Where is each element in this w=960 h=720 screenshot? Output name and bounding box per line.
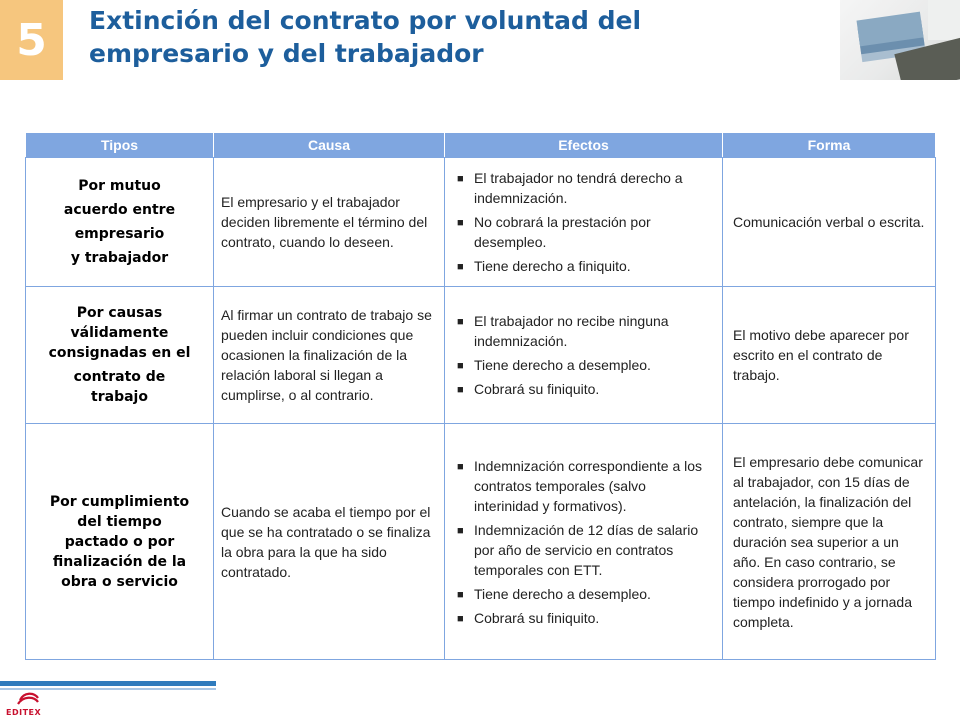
bullet-icon: ■ (457, 173, 464, 185)
tipo-cell (26, 424, 214, 660)
causa-cell: Al firmar un contrato de trabajo se pueden incluir condiciones que ocasionen la finalización de la relación laboral si llegan a cumplirse, o al contrario. (214, 287, 445, 424)
bullet-icon: ■ (457, 217, 464, 229)
efecto-item: ■ Cobrará su finiquito. (457, 379, 710, 399)
bullet-icon: ■ (457, 316, 464, 328)
efecto-item: ■ El trabajador no recibe ninguna indemnización. (457, 313, 669, 349)
tipo-cell (26, 287, 214, 424)
bullet-icon: ■ (457, 460, 464, 473)
efectos-cell (445, 158, 723, 287)
efecto-item: ■ Tiene derecho a desempleo. (457, 584, 710, 604)
page-title (89, 4, 829, 70)
efectos-cell (445, 424, 723, 660)
tipo-line: pactado o por (64, 533, 175, 550)
title-line-1: Extinción del contrato por voluntad del (89, 6, 642, 35)
sleeve-image (894, 35, 960, 80)
table-row (26, 287, 936, 424)
tipo-cell (26, 158, 214, 287)
efecto-item: ■ El trabajador no tendrá derecho a indemnización. (457, 170, 683, 206)
causa-cell: Cuando se acaba el tiempo por el que se ha contratado o se finaliza la obra para la que ha sido contratado. (214, 424, 445, 660)
forma-cell: Comunicación verbal o escrita. (723, 158, 936, 287)
table-row (26, 424, 936, 660)
tipo-line: acuerdo entre (63, 202, 176, 218)
efecto-item: ■ Cobrará su finiquito. (457, 608, 710, 628)
header-causa: Causa (214, 133, 445, 158)
forma-cell: El empresario debe comunicar al trabajador, con 15 días de antelación, la finalización del contrato, siempre que la duración sea superior a un año. En caso contrario, se considera prorrogado por tiempo indefinido y a jornada completa. (723, 424, 936, 660)
header-efectos: Efectos (445, 133, 723, 158)
efecto-item: ■ Indemnización de 12 días de salario por año de servicio en contratos temporales con ETT. (457, 521, 699, 578)
table-header-row (26, 133, 936, 158)
efecto-item: ■ Tiene derecho a desempleo. (457, 355, 710, 375)
shirt-image (928, 0, 960, 40)
bullet-icon: ■ (457, 524, 464, 537)
tipo-line: del tiempo (77, 513, 162, 530)
bullet-icon: ■ (457, 384, 464, 396)
footer-line (0, 681, 216, 686)
tipo-line: empresario (74, 226, 165, 242)
bullet-icon: ■ (457, 588, 464, 601)
tipo-line: Por cumplimiento (49, 493, 190, 510)
folders-image (857, 12, 924, 47)
bullet-icon: ■ (457, 360, 464, 372)
tipo-line: Por mutuo (78, 178, 161, 194)
efecto-item: ■ Indemnización correspondiente a los contratos temporales (salvo interinidad y formativos). (457, 457, 703, 514)
efecto-item: ■ No cobrará la prestación por desempleo. (457, 214, 651, 250)
tipo-line: trabajo (91, 389, 148, 405)
contract-table (25, 132, 936, 660)
table-row (26, 158, 936, 287)
forma-cell: El motivo debe aparecer por escrito en el contrato de trabajo. (723, 287, 936, 424)
header-forma: Forma (723, 133, 936, 158)
tipo-line: contrato de (73, 369, 166, 385)
header-tipos: Tipos (26, 133, 214, 158)
tipo-line: y trabajador (70, 250, 169, 266)
tipo-line: obra o servicio (61, 573, 178, 590)
unit-number: 5 (0, 0, 63, 80)
efectos-cell (445, 287, 723, 424)
editex-logo-text: EDITEX (6, 708, 42, 717)
header-photo (840, 0, 960, 80)
tipo-line: consignadas en el (48, 345, 191, 361)
bullet-icon: ■ (457, 612, 464, 625)
title-line-2: empresario y del trabajador (89, 39, 484, 68)
tipo-line: Por causas (76, 305, 163, 321)
bullet-icon: ■ (457, 261, 464, 273)
tipo-line: válidamente (70, 325, 169, 341)
tipo-line: finalización de la (52, 553, 187, 570)
efecto-item: ■ Tiene derecho a finiquito. (457, 256, 710, 276)
causa-cell: El empresario y el trabajador deciden libremente el término del contrato, cuando lo deseen. (214, 158, 445, 287)
title-panel (63, 0, 840, 80)
